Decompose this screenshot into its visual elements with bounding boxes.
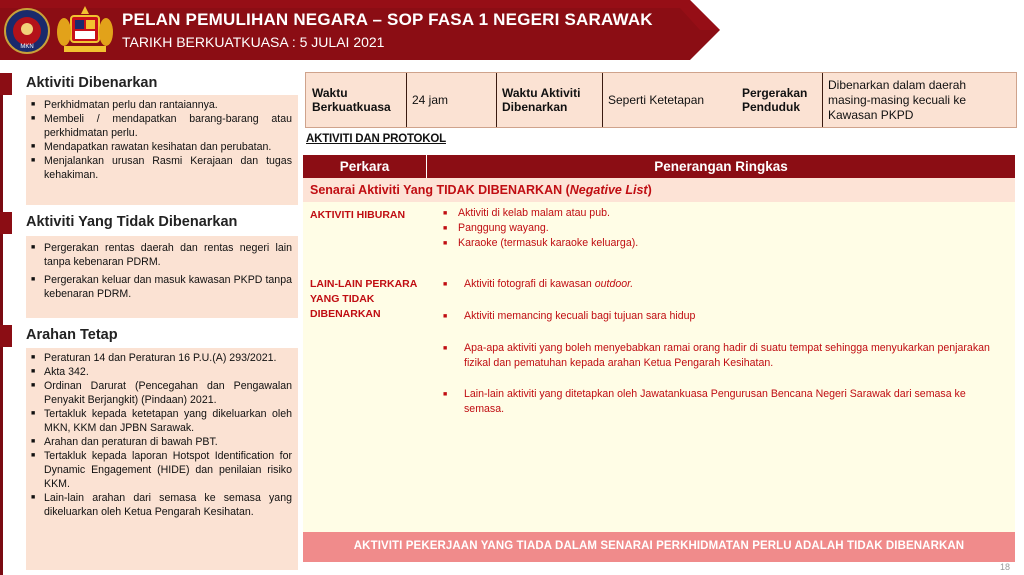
list-item: ■ Pergerakan keluar dan masuk kawasan PKPD tanpa kebenaran PDRM. <box>30 273 292 301</box>
lain-label-line: LAIN-LAIN PERKARA <box>310 278 418 290</box>
list-item: ■ Pergerakan rentas daerah dan rentas negeri lain tanpa kebenaran PDRM. <box>30 241 292 269</box>
lain-label-line: YANG TIDAK <box>310 293 375 305</box>
standing-section-heading <box>0 325 300 347</box>
hiburan-list <box>442 206 1002 251</box>
list-item: ■ Panggung wayang. <box>442 221 1002 236</box>
list-item: ■ Aktiviti memancing kecuali bagi tujuan sara hidup <box>442 309 1002 324</box>
heading-accent <box>0 212 12 234</box>
allowed-section-heading <box>0 73 300 95</box>
protokol-heading: AKTIVITI DAN PROTOKOL <box>306 133 446 145</box>
list-item: ■ Karaoke (termasuk karaoke keluarga). <box>442 236 1002 251</box>
allowed-list <box>30 98 292 182</box>
standing-heading-text: Arahan Tetap <box>26 327 118 343</box>
list-item: ■ Lain-lain arahan dari semasa ke semasa yang dikeluarkan oleh Ketua Pengarah Kesihatan. <box>30 491 292 519</box>
allowed-list-box <box>26 95 298 205</box>
heading-accent <box>0 325 12 347</box>
table-body <box>303 202 1015 532</box>
standing-list <box>30 351 292 519</box>
effective-date: TARIKH BERKUATKUASA : 5 JULAI 2021 <box>122 34 385 50</box>
coat-of-arms-logo <box>56 4 114 58</box>
list-item: ■ Ordinan Darurat (Pencegahan dan Pengawalan Penyakit Berjangkit) (Pindaan) 2021. <box>30 379 292 407</box>
mkn-logo <box>4 8 50 54</box>
waktu-value: 24 jam <box>412 93 449 107</box>
page-number: 18 <box>1000 562 1011 572</box>
not-allowed-list <box>30 241 292 301</box>
list-item: ■ Tertakluk kepada ketetapan yang dikeluarkan oleh MKN, KKM dan JPBN Sarawak. <box>30 407 292 435</box>
list-item: ■ Aktiviti di kelab malam atau pub. <box>442 206 1002 221</box>
negative-list-title: Senarai Aktiviti Yang TIDAK DIBENARKAN (Negative List) <box>310 183 652 197</box>
table-header <box>303 155 1015 178</box>
footer-notice <box>303 532 1015 562</box>
aktiviti-value: Seperti Ketetapan <box>608 93 705 107</box>
pergerakan-value: Dibenarkan dalam daerah masing-masing kecuali ke Kawasan PKPD <box>828 77 967 122</box>
waktu-label: Waktu Berkuatkuasa <box>312 86 391 114</box>
lain-label-line: DIBENARKAN <box>310 308 381 320</box>
heading-accent <box>0 73 12 95</box>
list-item: ■ Akta 342. <box>30 365 292 379</box>
list-item: ■ Mendapatkan rawatan kesihatan dan perubatan. <box>30 140 292 154</box>
pergerakan-label: Pergerakan Penduduk <box>742 86 808 114</box>
aktiviti-label: Waktu Aktiviti Dibenarkan <box>502 86 581 114</box>
col-perkara: Perkara <box>303 155 427 178</box>
list-item: ■ Peraturan 14 dan Peraturan 16 P.U.(A) 293/2021. <box>30 351 292 365</box>
list-item: ■ Membeli / mendapatkan barang-barang atau perkhidmatan perlu. <box>30 112 292 140</box>
negative-list-row <box>303 178 1015 202</box>
not-allowed-heading-text: Aktiviti Yang Tidak Dibenarkan <box>26 214 238 230</box>
standing-list-box <box>26 348 298 570</box>
not-allowed-list-box <box>26 236 298 318</box>
list-item: ■ Lain-lain aktiviti yang ditetapkan oleh Jawatankuasa Pengurusan Bencana Negeri Sarawak dari semasa ke semasa. <box>442 387 1002 417</box>
col-penerangan: Penerangan Ringkas <box>654 159 788 174</box>
lain-label <box>310 277 417 322</box>
list-item: ■ Aktiviti fotografi di kawasan outdoor. <box>442 277 1002 292</box>
list-item: ■ Perkhidmatan perlu dan rantaiannya. <box>30 98 292 112</box>
footer-notice-text: AKTIVITI PEKERJAAN YANG TIADA DALAM SENARAI PERKHIDMATAN PERLU ADALAH TIDAK DIBENARKAN <box>353 540 965 552</box>
page-title: PELAN PEMULIHAN NEGARA – SOP FASA 1 NEGERI SARAWAK <box>122 10 653 29</box>
hiburan-label: AKTIVITI HIBURAN <box>310 209 406 221</box>
lain-list <box>442 277 1002 417</box>
not-allowed-section-heading <box>0 212 300 234</box>
header-banner <box>0 0 720 60</box>
allowed-heading-text: Aktiviti Dibenarkan <box>26 75 158 91</box>
info-table <box>305 72 1017 128</box>
list-item: ■ Menjalankan urusan Rasmi Kerajaan dan tugas kehakiman. <box>30 154 292 182</box>
svg-text:MKN: MKN <box>20 44 34 50</box>
list-item: ■ Tertakluk kepada laporan Hotspot Identification for Dynamic Engagement (HIDE) dan penilaian risiko KKM. <box>30 449 292 491</box>
list-item: ■ Arahan dan peraturan di bawah PBT. <box>30 435 292 449</box>
list-item: ■ Apa-apa aktiviti yang boleh menyebabkan ramai orang hadir di suatu tempat sehingga menyukarkan penjarakan fizikal dan pematuhan kepada arahan Ketua Pengarah Kesihatan. <box>442 341 1002 371</box>
